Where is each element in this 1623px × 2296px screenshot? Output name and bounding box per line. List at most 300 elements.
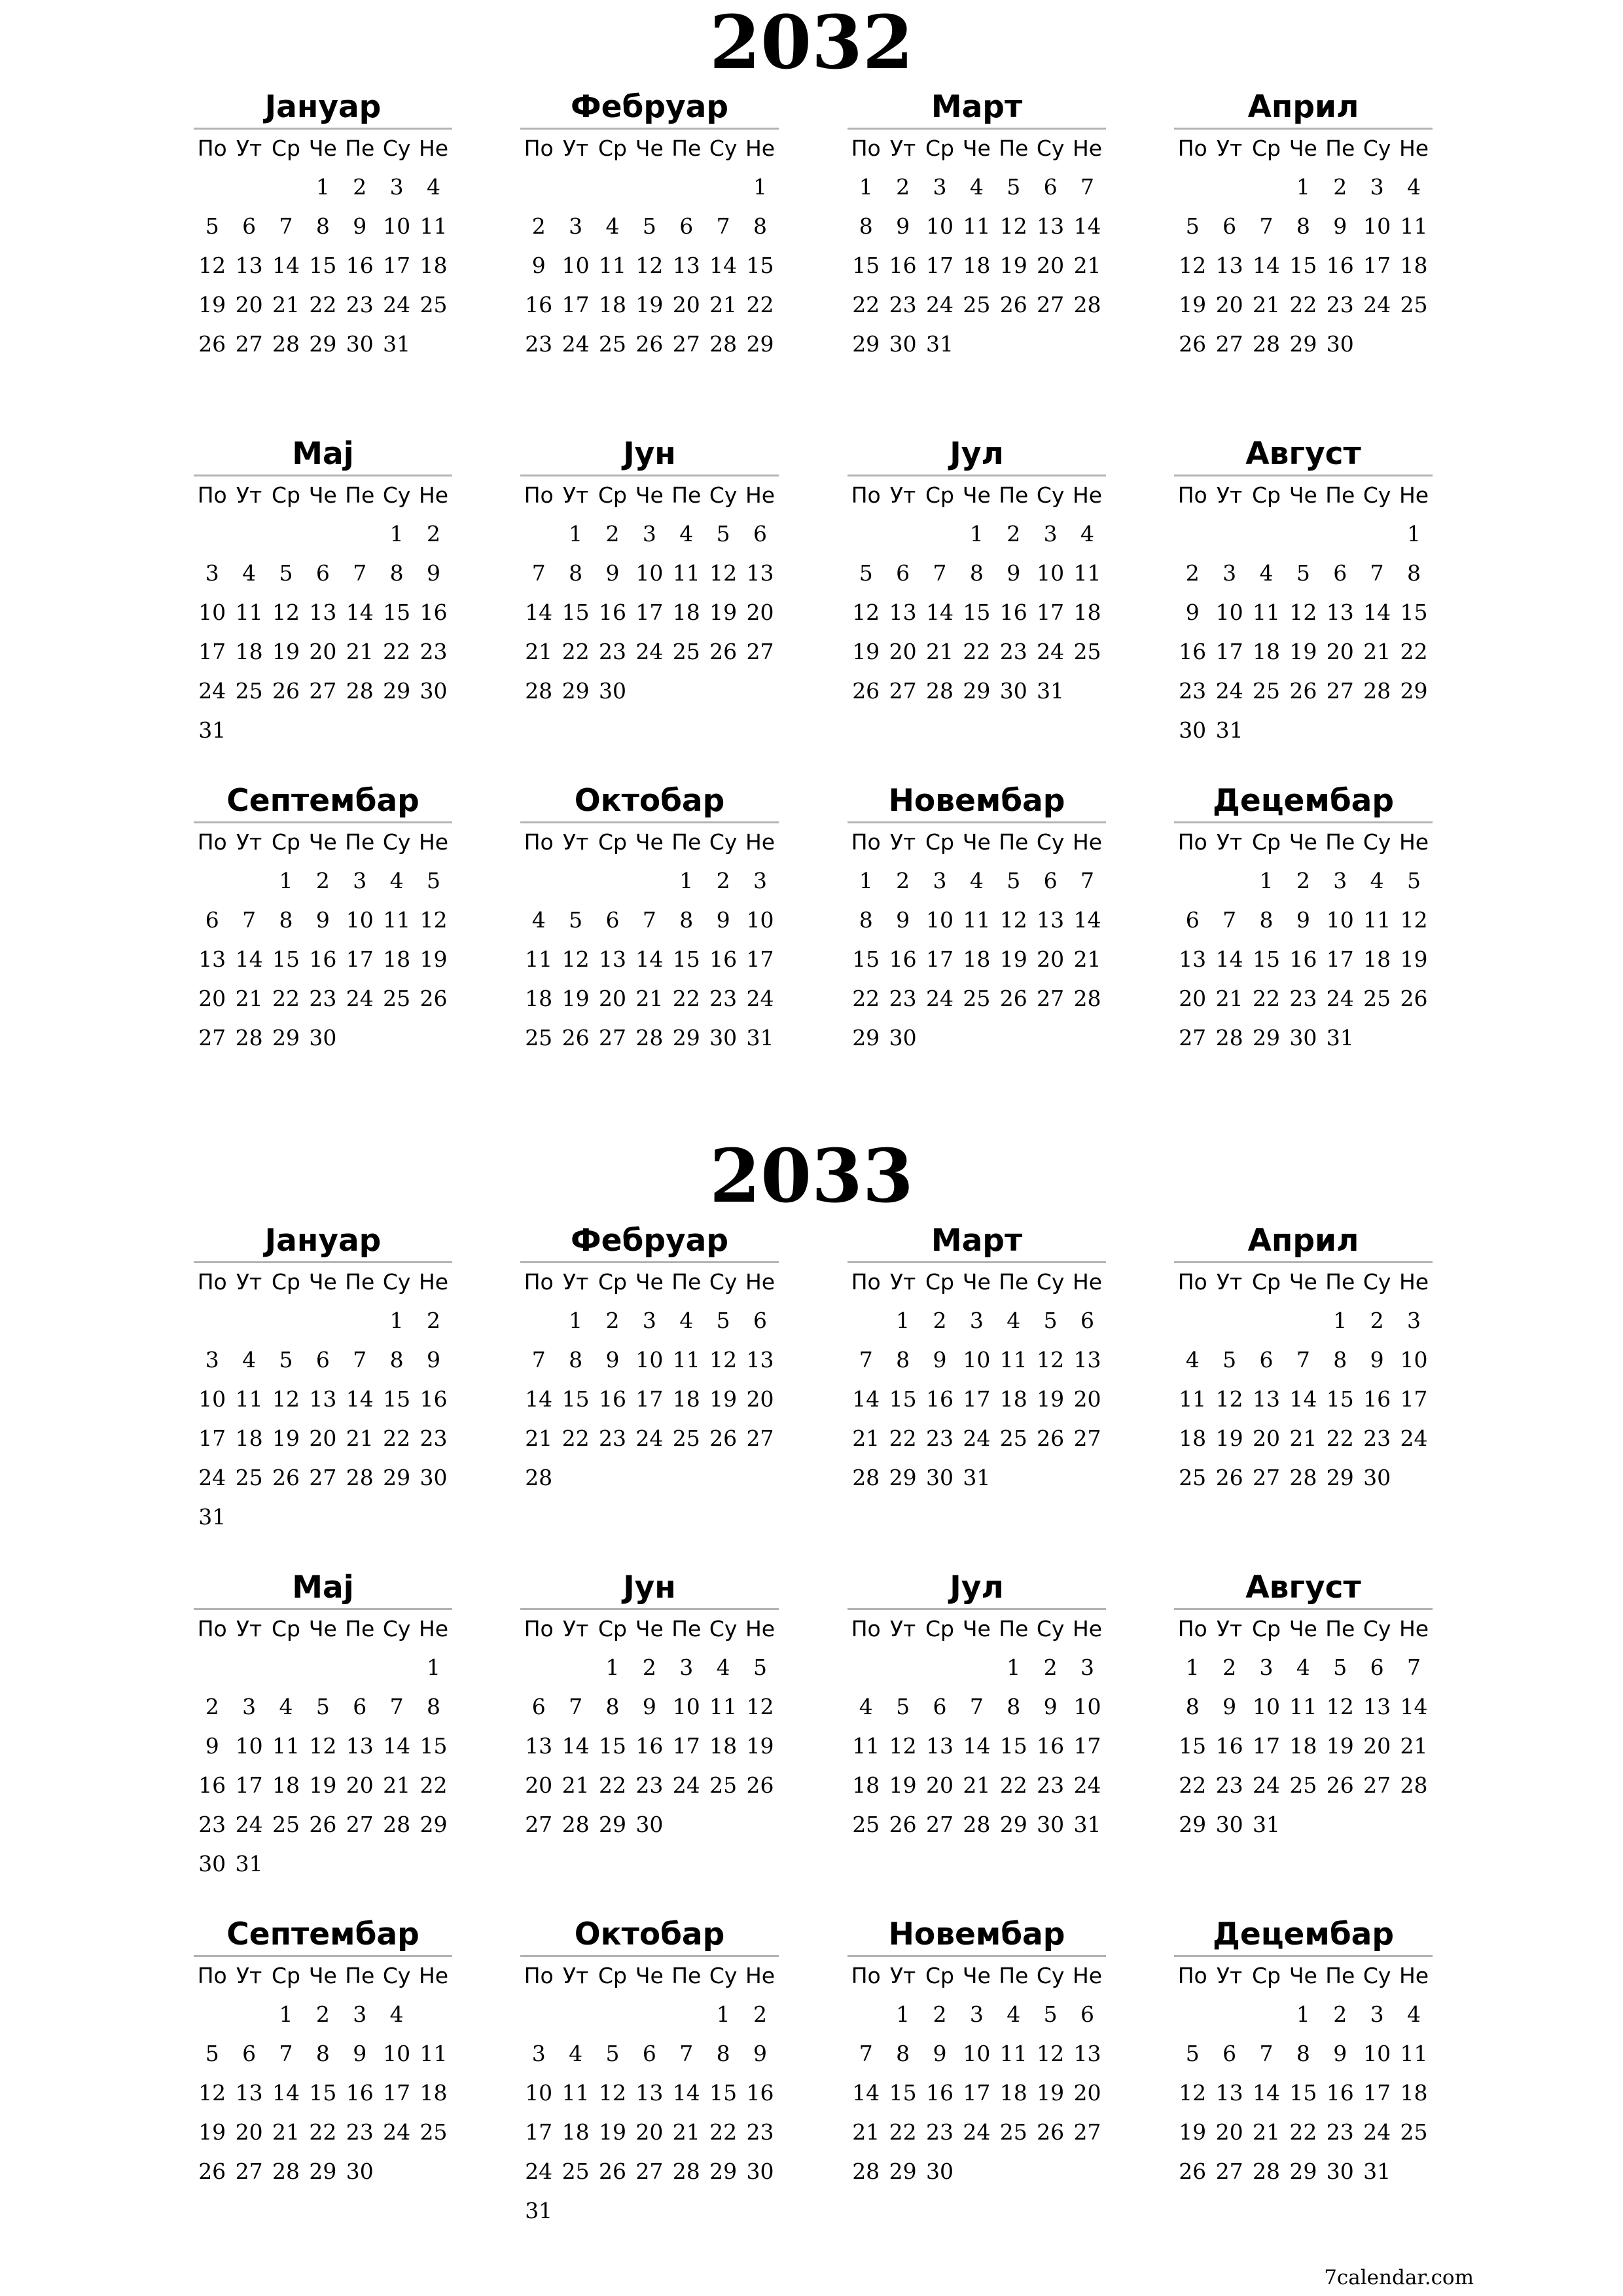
day-cell: 14 — [1252, 253, 1280, 278]
day-cell: 30 — [1215, 1812, 1243, 1837]
week-row — [520, 1301, 779, 1340]
day-cell: 26 — [746, 1772, 774, 1798]
day-cell: 24 — [383, 2119, 411, 2145]
day-cell: 25 — [672, 1426, 700, 1451]
day-cell: 28 — [525, 678, 553, 704]
weekday-header — [847, 130, 1106, 168]
weekday-label: По — [524, 1616, 554, 1641]
weekday-header — [847, 1263, 1106, 1301]
day-cell: 5 — [716, 1308, 730, 1333]
weekday-label: Ср — [271, 135, 300, 161]
day-cell — [921, 1648, 958, 1687]
day-cell: 26 — [272, 678, 300, 704]
weekday-label: Пе — [1325, 829, 1355, 855]
day-cell: 5 — [205, 2041, 219, 2066]
day-cell — [1069, 2152, 1105, 2191]
day-cell — [415, 2152, 452, 2191]
day-cell: 21 — [1252, 2119, 1280, 2145]
weekday-header — [847, 1957, 1106, 1995]
day-cell: 22 — [1289, 292, 1317, 317]
day-cell: 25 — [1400, 2119, 1428, 2145]
day-cell: 24 — [198, 678, 226, 704]
day-cell: 4 — [969, 868, 984, 893]
day-cell — [1285, 711, 1321, 750]
day-cell: 4 — [1259, 560, 1274, 586]
day-cell: 7 — [1222, 907, 1237, 933]
weekday-label: Пе — [999, 1963, 1029, 1988]
day-cell — [594, 168, 631, 207]
day-cell — [520, 1301, 557, 1340]
day-cell: 3 — [933, 868, 947, 893]
day-cell: 24 — [672, 1772, 700, 1798]
day-cell: 18 — [235, 1426, 263, 1451]
day-cell: 24 — [383, 292, 411, 317]
day-cell: 15 — [1289, 253, 1317, 278]
day-cell: 2 — [1296, 868, 1310, 893]
day-cell: 30 — [709, 1025, 738, 1050]
day-cell: 10 — [746, 907, 774, 933]
day-cell: 2 — [896, 868, 910, 893]
day-cell: 8 — [315, 2041, 330, 2066]
week-row — [194, 1766, 452, 1805]
weekday-label: Ут — [562, 1963, 589, 1988]
day-cell — [342, 1301, 378, 1340]
week-row — [194, 901, 452, 940]
day-cell — [741, 1805, 778, 1844]
day-cell — [415, 1018, 452, 1058]
day-cell — [415, 1995, 452, 2034]
day-cell: 7 — [859, 2041, 873, 2066]
day-cell: 6 — [1333, 560, 1347, 586]
day-cell: 5 — [605, 2041, 620, 2066]
day-cell: 28 — [1252, 331, 1280, 357]
day-cell: 8 — [896, 1347, 910, 1372]
day-cell — [995, 1458, 1032, 1498]
day-cell: 26 — [1215, 1465, 1243, 1490]
day-cell: 2 — [1185, 560, 1200, 586]
day-cell — [884, 514, 921, 554]
day-cell — [1395, 1805, 1432, 1844]
day-cell: 22 — [1179, 1772, 1207, 1798]
day-cell: 3 — [1407, 1308, 1421, 1333]
week-row — [1174, 325, 1433, 364]
weekday-label: Не — [418, 829, 449, 855]
day-cell: 5 — [716, 521, 730, 547]
day-cell — [1069, 1018, 1105, 1058]
day-cell: 17 — [1037, 600, 1065, 625]
day-cell — [268, 1498, 304, 1537]
week-row — [194, 2034, 452, 2073]
day-cell: 16 — [635, 1733, 664, 1759]
day-cell: 17 — [1073, 1733, 1101, 1759]
day-cell: 2 — [605, 521, 620, 547]
day-cell: 24 — [746, 986, 774, 1011]
month-name: Јун — [520, 434, 779, 476]
day-cell: 17 — [346, 946, 374, 972]
weekday-label: Пе — [671, 829, 702, 855]
day-cell: 7 — [569, 1694, 583, 1719]
day-cell: 10 — [963, 2041, 991, 2066]
day-cell: 27 — [925, 1812, 954, 1837]
day-cell: 22 — [598, 1772, 626, 1798]
day-cell: 8 — [389, 1347, 404, 1372]
day-cell: 23 — [525, 331, 553, 357]
day-cell: 17 — [963, 1386, 991, 1412]
day-cell: 4 — [242, 560, 257, 586]
day-cell: 12 — [309, 1733, 337, 1759]
day-cell: 15 — [999, 1733, 1027, 1759]
day-cell: 15 — [963, 600, 991, 625]
day-cell: 15 — [889, 2080, 917, 2106]
day-cell: 4 — [279, 1694, 293, 1719]
day-cell: 4 — [242, 1347, 257, 1372]
day-cell: 17 — [1252, 1733, 1280, 1759]
day-cell: 21 — [346, 1426, 374, 1451]
day-cell: 22 — [852, 986, 880, 1011]
day-cell: 16 — [419, 1386, 448, 1412]
day-cell — [415, 1498, 452, 1537]
day-cell: 12 — [272, 1386, 300, 1412]
day-cell: 13 — [925, 1733, 954, 1759]
day-cell: 20 — [1037, 253, 1065, 278]
week-row — [847, 979, 1106, 1018]
day-cell: 23 — [889, 986, 917, 1011]
day-cell: 14 — [1073, 907, 1101, 933]
day-cell: 19 — [198, 292, 226, 317]
day-cell: 1 — [1296, 174, 1310, 200]
day-cell: 12 — [709, 560, 738, 586]
weekday-label: Ср — [1251, 1269, 1281, 1295]
day-cell: 24 — [925, 292, 954, 317]
day-cell: 2 — [1222, 1655, 1237, 1680]
footer-website: 7calendar.com — [1324, 2266, 1474, 2289]
day-cell: 9 — [1296, 907, 1310, 933]
day-cell: 7 — [642, 907, 656, 933]
day-cell: 11 — [963, 213, 991, 239]
day-cell: 6 — [605, 907, 620, 933]
day-cell: 13 — [1252, 1386, 1280, 1412]
week-row — [194, 2152, 452, 2191]
month-calendar — [520, 87, 779, 364]
weekday-label: По — [1177, 829, 1207, 855]
day-cell: 7 — [859, 1347, 873, 1372]
day-cell: 26 — [852, 678, 880, 704]
week-row — [194, 1805, 452, 1844]
week-row — [520, 1419, 779, 1458]
day-cell: 23 — [746, 2119, 774, 2145]
day-cell: 6 — [242, 2041, 257, 2066]
month-calendar — [520, 1914, 779, 2231]
month-calendar — [847, 1568, 1106, 1844]
day-cell: 26 — [1037, 1426, 1065, 1451]
week-row — [1174, 1805, 1433, 1844]
day-cell — [342, 514, 378, 554]
day-cell: 18 — [999, 1386, 1027, 1412]
day-cell: 5 — [859, 560, 873, 586]
day-cell: 12 — [635, 253, 664, 278]
weekday-label: Ут — [1216, 482, 1243, 508]
day-cell: 14 — [525, 600, 553, 625]
day-cell: 18 — [1400, 253, 1428, 278]
weekday-label: По — [1177, 1616, 1207, 1641]
day-cell: 4 — [1296, 1655, 1310, 1680]
day-cell: 21 — [1073, 253, 1101, 278]
week-row — [847, 1766, 1106, 1805]
day-cell: 24 — [925, 986, 954, 1011]
weekday-label: Ср — [925, 1616, 954, 1641]
day-cell — [1069, 672, 1105, 711]
day-cell: 22 — [999, 1772, 1027, 1798]
day-cell: 23 — [1326, 292, 1354, 317]
day-cell: 24 — [1215, 678, 1243, 704]
week-row — [1174, 901, 1433, 940]
day-cell: 30 — [1179, 717, 1207, 743]
month-calendar — [194, 781, 452, 1058]
week-row — [1174, 861, 1433, 901]
day-cell: 1 — [1007, 1655, 1021, 1680]
day-cell: 13 — [1037, 907, 1065, 933]
day-cell — [268, 1844, 304, 1884]
day-cell — [1359, 325, 1395, 364]
day-cell: 23 — [346, 292, 374, 317]
weekday-header — [1174, 130, 1433, 168]
week-row — [194, 1458, 452, 1498]
day-cell — [230, 168, 267, 207]
day-cell: 17 — [235, 1772, 263, 1798]
week-row — [194, 246, 452, 285]
day-cell: 29 — [999, 1812, 1027, 1837]
day-cell: 18 — [235, 639, 263, 664]
month-calendar — [847, 1914, 1106, 2191]
day-cell: 28 — [383, 1812, 411, 1837]
weekday-label: Пе — [345, 1269, 375, 1295]
day-cell: 27 — [746, 639, 774, 664]
weekday-label: Ср — [1251, 1963, 1281, 1988]
day-cell — [194, 861, 230, 901]
day-cell: 28 — [525, 1465, 553, 1490]
day-cell: 9 — [896, 907, 910, 933]
weekday-label: Ср — [271, 482, 300, 508]
day-cell: 6 — [753, 521, 768, 547]
day-cell: 20 — [1363, 1733, 1391, 1759]
day-cell — [1248, 1301, 1285, 1340]
weekday-label: Не — [1072, 829, 1103, 855]
week-row — [194, 632, 452, 672]
day-cell: 9 — [896, 213, 910, 239]
day-cell: 17 — [925, 253, 954, 278]
day-cell: 5 — [279, 1347, 293, 1372]
day-cell: 29 — [383, 1465, 411, 1490]
day-cell: 25 — [709, 1772, 738, 1798]
day-cell: 14 — [1400, 1694, 1428, 1719]
day-cell: 12 — [272, 600, 300, 625]
day-cell: 21 — [235, 986, 263, 1011]
day-cell — [520, 514, 557, 554]
week-row — [1174, 2113, 1433, 2152]
day-cell: 13 — [1073, 2041, 1101, 2066]
week-row — [847, 246, 1106, 285]
weekday-label: Ут — [889, 1616, 916, 1641]
weekday-label: Ср — [597, 482, 627, 508]
day-cell: 31 — [1037, 678, 1065, 704]
day-cell: 25 — [1179, 1465, 1207, 1490]
day-cell: 19 — [1289, 639, 1317, 664]
weekday-label: Че — [635, 1269, 664, 1295]
weekday-label: По — [197, 829, 227, 855]
day-cell: 7 — [389, 1694, 404, 1719]
day-cell — [705, 1458, 741, 1498]
day-cell: 8 — [859, 907, 873, 933]
day-cell: 7 — [1080, 868, 1095, 893]
day-cell: 17 — [963, 2080, 991, 2106]
day-cell — [668, 1805, 705, 1844]
weekday-label: Пе — [671, 135, 702, 161]
day-cell: 29 — [889, 1465, 917, 1490]
day-cell: 3 — [205, 560, 219, 586]
day-cell: 7 — [1259, 2041, 1274, 2066]
day-cell: 18 — [419, 2080, 448, 2106]
day-cell: 9 — [1333, 213, 1347, 239]
day-cell: 2 — [205, 1694, 219, 1719]
day-cell: 27 — [235, 331, 263, 357]
day-cell: 17 — [925, 946, 954, 972]
day-cell: 28 — [925, 678, 954, 704]
month-calendar — [520, 781, 779, 1058]
day-cell — [1069, 1458, 1105, 1498]
day-cell: 15 — [672, 946, 700, 972]
month-name: Фебруар — [520, 87, 779, 130]
day-cell: 11 — [1289, 1694, 1317, 1719]
weekday-label: Че — [635, 1616, 664, 1641]
day-cell: 21 — [272, 2119, 300, 2145]
day-cell: 18 — [598, 292, 626, 317]
day-cell: 15 — [1400, 600, 1428, 625]
day-cell: 9 — [605, 1347, 620, 1372]
day-cell — [1174, 514, 1211, 554]
day-cell: 18 — [852, 1772, 880, 1798]
weekday-label: Пе — [1325, 135, 1355, 161]
month-calendar — [1174, 1914, 1433, 2191]
weekday-label: Ут — [562, 135, 589, 161]
day-cell: 10 — [525, 2080, 553, 2106]
week-row — [847, 672, 1106, 711]
weekday-label: Су — [709, 1616, 738, 1641]
weekday-label: Не — [745, 1269, 776, 1295]
day-cell — [342, 1844, 378, 1884]
weekday-label: По — [524, 829, 554, 855]
day-cell: 3 — [642, 1308, 656, 1333]
year-title: 2032 — [709, 0, 914, 86]
day-cell: 16 — [598, 1386, 626, 1412]
day-cell: 24 — [963, 1426, 991, 1451]
day-cell: 1 — [896, 1308, 910, 1333]
day-cell: 8 — [389, 560, 404, 586]
weekday-label: Су — [1036, 482, 1065, 508]
day-cell: 5 — [279, 560, 293, 586]
day-cell: 9 — [1043, 1694, 1058, 1719]
weekday-label: По — [524, 135, 554, 161]
weekday-label: Ут — [236, 135, 262, 161]
day-cell: 21 — [1252, 292, 1280, 317]
day-cell: 27 — [198, 1025, 226, 1050]
day-cell: 5 — [1185, 213, 1200, 239]
day-cell: 2 — [315, 868, 330, 893]
weekday-label: Ут — [1216, 135, 1243, 161]
day-cell: 14 — [635, 946, 664, 972]
day-cell: 14 — [672, 2080, 700, 2106]
day-cell: 27 — [309, 678, 337, 704]
day-cell: 6 — [642, 2041, 656, 2066]
month-name: Новембар — [847, 1914, 1106, 1957]
day-cell: 21 — [272, 292, 300, 317]
day-cell — [520, 861, 557, 901]
day-cell: 12 — [746, 1694, 774, 1719]
day-cell: 13 — [672, 253, 700, 278]
weekday-label: Пе — [345, 829, 375, 855]
day-cell: 1 — [569, 1308, 583, 1333]
day-cell: 1 — [896, 2001, 910, 2027]
weekday-label: Ср — [597, 1269, 627, 1295]
day-cell: 18 — [963, 946, 991, 972]
month-name: Јануар — [194, 87, 452, 130]
week-row — [520, 1766, 779, 1805]
weekday-label: Ср — [1251, 1616, 1281, 1641]
day-cell: 8 — [1296, 213, 1310, 239]
day-cell: 29 — [889, 2159, 917, 2184]
day-cell: 20 — [925, 1772, 954, 1798]
day-cell: 5 — [1043, 2001, 1058, 2027]
week-row — [847, 2073, 1106, 2113]
day-cell — [1395, 325, 1432, 364]
day-cell — [631, 2191, 668, 2231]
day-cell: 15 — [1326, 1386, 1354, 1412]
day-cell: 26 — [272, 1465, 300, 1490]
day-cell: 13 — [525, 1733, 553, 1759]
day-cell: 18 — [1179, 1426, 1207, 1451]
day-cell: 11 — [525, 946, 553, 972]
day-cell — [668, 1458, 705, 1498]
day-cell: 12 — [598, 2080, 626, 2106]
weekday-label: Су — [382, 482, 411, 508]
day-cell: 25 — [562, 2159, 590, 2184]
week-row — [520, 979, 779, 1018]
day-cell: 5 — [315, 1694, 330, 1719]
day-cell: 11 — [383, 907, 411, 933]
day-cell: 10 — [672, 1694, 700, 1719]
day-cell: 29 — [852, 331, 880, 357]
week-row — [520, 2073, 779, 2113]
day-cell: 20 — [635, 2119, 664, 2145]
day-cell: 14 — [852, 2080, 880, 2106]
day-cell — [631, 1458, 668, 1498]
weekday-label: Пе — [999, 135, 1029, 161]
day-cell: 10 — [346, 907, 374, 933]
day-cell: 6 — [1043, 868, 1058, 893]
weekday-label: Ср — [925, 1963, 954, 1988]
day-cell: 8 — [1296, 2041, 1310, 2066]
day-cell: 25 — [1252, 678, 1280, 704]
day-cell: 26 — [1289, 678, 1317, 704]
week-row — [520, 168, 779, 207]
day-cell: 12 — [1037, 1347, 1065, 1372]
week-row — [194, 672, 452, 711]
week-row — [1174, 632, 1433, 672]
week-row — [847, 1727, 1106, 1766]
weekday-label: Не — [1399, 829, 1429, 855]
weekday-label: Че — [308, 1269, 337, 1295]
weekday-header — [1174, 823, 1433, 861]
day-cell: 26 — [1179, 331, 1207, 357]
